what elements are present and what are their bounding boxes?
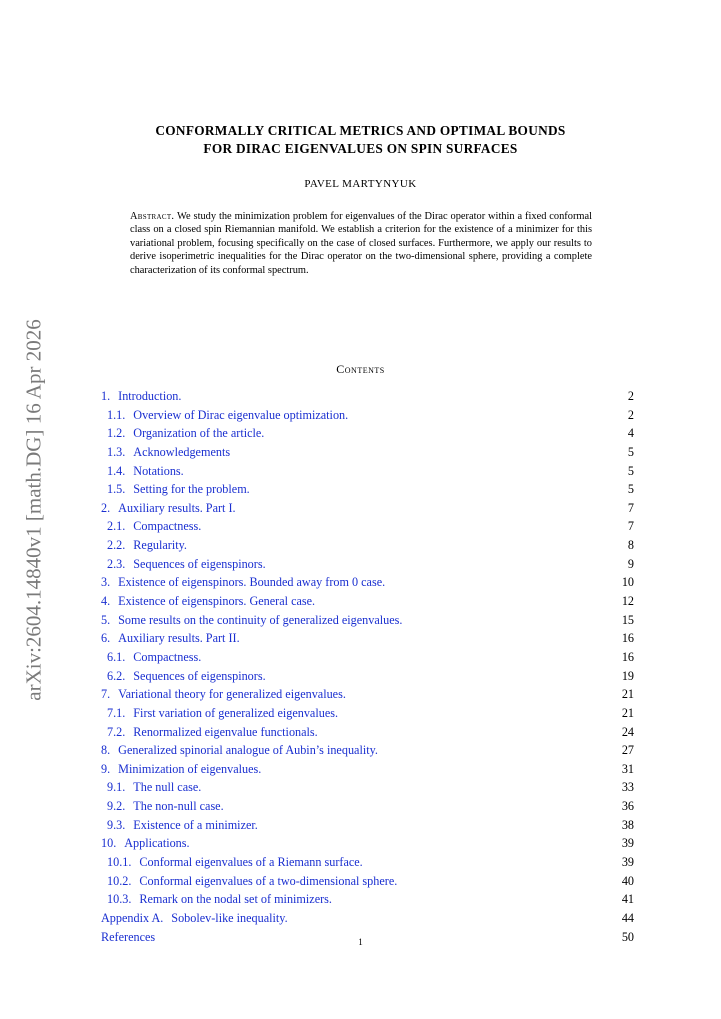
toc-entry[interactable] xyxy=(101,741,634,760)
toc-entry-page: 21 xyxy=(621,705,634,720)
toc-entry-link[interactable] xyxy=(101,629,240,648)
contents-heading: Contents xyxy=(336,362,385,376)
toc-entry-title: Existence of eigenspinors. General case. xyxy=(118,594,316,609)
toc-entry[interactable] xyxy=(101,704,634,723)
toc-entry-title: Sobolev-like inequality. xyxy=(171,910,288,925)
toc-entry-link[interactable] xyxy=(101,872,397,891)
toc-entry-link[interactable] xyxy=(101,741,378,760)
toc-entry[interactable] xyxy=(101,517,634,536)
toc-entry[interactable] xyxy=(101,592,634,611)
author-name: PAVEL MARTYNYUK xyxy=(304,178,417,190)
toc-entry-page: 15 xyxy=(621,612,634,627)
toc-entry[interactable] xyxy=(101,443,634,462)
toc-entry-page: 39 xyxy=(621,855,634,870)
toc-entry-link[interactable] xyxy=(101,890,332,909)
toc-entry-link[interactable] xyxy=(101,592,315,611)
toc-entry-link[interactable] xyxy=(101,816,258,835)
toc-entry-link[interactable] xyxy=(101,536,187,555)
abstract-text: We study the minimization problem for eigenvalues of the Dirac operator within a fixed conformal class on a closed spin Riemannian manifold. We establish a criterion for the existence of a minimizer for this variational problem, focusing specifically on the case of closed surfaces. Furthermore, we apply our results to derive isoperimetric inequalities for the Dirac operator on the two-dimensional sphere, providing a complete characterization of its conformal spectrum. xyxy=(130,211,592,276)
arxiv-identifier: arXiv:2604.14840v1 [math.DG] 16 Apr 2026 xyxy=(21,319,46,701)
toc-entry-page: 5 xyxy=(627,444,634,459)
toc-entry-link[interactable] xyxy=(101,723,318,742)
toc-entry-number: 9.1. xyxy=(107,780,126,795)
toc-entry-title: Sequences of eigenspinors. xyxy=(133,556,266,571)
toc-entry-title: Organization of the article. xyxy=(133,426,265,441)
toc-entry-page: 4 xyxy=(627,426,634,441)
toc-entry-page: 33 xyxy=(621,780,634,795)
toc-entry-title: Applications. xyxy=(124,836,190,851)
toc-entry-link[interactable] xyxy=(101,778,201,797)
toc-entry-number: 3. xyxy=(101,575,111,590)
toc-entry[interactable] xyxy=(101,536,634,555)
toc-entry-title: Existence of a minimizer. xyxy=(133,817,258,832)
toc-entry-page: 21 xyxy=(621,687,634,702)
toc-entry[interactable] xyxy=(101,760,634,779)
toc-entry-title: Acknowledgements xyxy=(133,444,231,459)
toc-entry-page: 5 xyxy=(627,463,634,478)
toc-entry-title: Overview of Dirac eigenvalue optimization. xyxy=(133,407,349,422)
toc-entry[interactable] xyxy=(101,853,634,872)
toc-entry-number: 1. xyxy=(101,389,111,403)
toc-entry-link[interactable] xyxy=(101,611,402,630)
toc-entry-link[interactable] xyxy=(101,443,230,462)
abstract-heading: Abstract. xyxy=(130,211,175,222)
toc-entry-title: Regularity. xyxy=(133,538,187,553)
toc-entry-number: 2.3. xyxy=(107,556,126,571)
title-line-2: FOR DIRAC EIGENVALUES ON SPIN SURFACES xyxy=(203,141,518,156)
toc-entry-number: 2.2. xyxy=(107,538,126,553)
title-line-1: CONFORMALLY CRITICAL METRICS AND OPTIMAL BOUNDS xyxy=(155,123,566,138)
toc-entry[interactable] xyxy=(101,872,634,891)
toc-entry-page: 7 xyxy=(627,500,634,515)
toc-entry-page: 8 xyxy=(627,538,634,553)
toc-entry-title: First variation of generalized eigenvalues. xyxy=(133,705,339,720)
toc-entry[interactable] xyxy=(101,480,634,499)
toc-entry-number: 10.2. xyxy=(107,873,132,888)
toc-entry[interactable] xyxy=(101,816,634,835)
toc-entry-number: 10.3. xyxy=(107,892,132,907)
toc-entry-number: 10. xyxy=(101,836,117,851)
toc-entry-title: Some results on the continuity of generalized eigenvalues. xyxy=(118,612,403,627)
toc-entry[interactable] xyxy=(101,406,634,425)
toc-entry-title: Auxiliary results. Part I. xyxy=(118,500,236,515)
toc-entry-page: 10 xyxy=(621,575,634,590)
toc-entry-title: Minimization of eigenvalues. xyxy=(118,761,262,776)
toc-entry-page: 24 xyxy=(621,724,634,739)
toc-entry-title: Auxiliary results. Part II. xyxy=(118,631,240,646)
toc-entry[interactable] xyxy=(101,909,634,928)
toc-entry-number: 6.2. xyxy=(107,668,126,683)
toc-entry-page: 7 xyxy=(627,519,634,534)
toc-entry-page: 50 xyxy=(621,929,634,944)
toc-entry-number: 2. xyxy=(101,500,111,515)
toc-entry-number: 7. xyxy=(101,687,111,702)
arxiv-sidebar xyxy=(6,280,62,740)
toc-entry-page: 38 xyxy=(621,817,634,832)
toc-entry-number: Appendix A. xyxy=(101,910,164,925)
toc-entry-number: 1.4. xyxy=(107,463,126,478)
toc-entry[interactable] xyxy=(101,555,634,574)
toc-entry-number: 4. xyxy=(101,594,111,609)
toc-entry[interactable] xyxy=(101,685,634,704)
toc-entry-number: 6.1. xyxy=(107,649,126,664)
toc-entry-title: Compactness. xyxy=(133,649,202,664)
toc-entry-number: 9. xyxy=(101,761,111,776)
toc-entry-link[interactable] xyxy=(101,667,266,686)
toc-entry-number: 1.5. xyxy=(107,482,126,497)
toc-entry-page: 12 xyxy=(621,594,634,609)
toc-entry-title: Setting for the problem. xyxy=(133,482,250,497)
toc-entry-link[interactable] xyxy=(101,704,338,723)
toc-entry-page: 31 xyxy=(621,761,634,776)
toc-entry-link[interactable] xyxy=(101,760,261,779)
toc-entry-title: Generalized spinorial analogue of Aubin’s inequality. xyxy=(118,743,378,758)
toc-entry-link[interactable] xyxy=(101,387,181,406)
toc-entry[interactable] xyxy=(101,834,634,853)
toc-entry-number: 9.2. xyxy=(107,799,126,814)
toc-entry-number: 2.1. xyxy=(107,519,126,534)
toc-entry[interactable] xyxy=(101,667,634,686)
toc-entry-title: Sequences of eigenspinors. xyxy=(133,668,266,683)
toc-entry-title: Introduction. xyxy=(118,389,182,403)
toc-entry-link[interactable] xyxy=(101,499,236,518)
toc-entry-link[interactable] xyxy=(101,555,266,574)
toc-entry-number: 7.1. xyxy=(107,705,126,720)
toc-entry-page: 44 xyxy=(621,910,634,925)
toc-entry-number: 9.3. xyxy=(107,817,126,832)
toc-entry[interactable] xyxy=(101,890,634,909)
toc-entry-page: 2 xyxy=(627,407,634,422)
toc-entry-number: 1.3. xyxy=(107,444,126,459)
toc-entry-link[interactable] xyxy=(101,834,190,853)
toc-entry-number: 10.1. xyxy=(107,855,132,870)
toc-entry-number: 8. xyxy=(101,743,111,758)
toc-entry-number: 7.2. xyxy=(107,724,126,739)
toc-entry-title: References xyxy=(101,929,156,944)
toc-entry-link[interactable] xyxy=(101,909,288,928)
toc-entry[interactable] xyxy=(101,611,634,630)
toc-entry-link[interactable] xyxy=(101,517,201,536)
toc-entry-page: 36 xyxy=(621,799,634,814)
toc-entry-title: Notations. xyxy=(133,463,184,478)
toc-entry-title: The null case. xyxy=(133,780,202,795)
toc-entry-title: Variational theory for generalized eigenvalues. xyxy=(118,687,346,702)
toc-entry[interactable] xyxy=(101,723,634,742)
toc-entry[interactable] xyxy=(101,462,634,481)
toc-entry-link[interactable] xyxy=(101,797,224,816)
toc-entry-link[interactable] xyxy=(101,424,264,443)
toc-entry[interactable] xyxy=(101,778,634,797)
toc-entry-link[interactable] xyxy=(101,685,346,704)
toc-entry-link[interactable] xyxy=(101,648,201,667)
toc-entry-link[interactable] xyxy=(101,406,348,425)
toc-entry-page: 9 xyxy=(627,556,634,571)
abstract xyxy=(130,210,592,277)
toc-entry[interactable] xyxy=(101,797,634,816)
toc-entry[interactable] xyxy=(101,648,634,667)
toc-entry-link[interactable] xyxy=(101,853,363,872)
toc-entry-page: 40 xyxy=(621,873,634,888)
toc-entry[interactable] xyxy=(101,424,634,443)
toc-entry-number: 5. xyxy=(101,612,111,627)
toc-entry[interactable] xyxy=(101,499,634,518)
toc-entry-link[interactable] xyxy=(101,573,385,592)
toc-entry-page: 39 xyxy=(621,836,634,851)
toc-entry-page: 5 xyxy=(627,482,634,497)
toc-entry-page: 2 xyxy=(627,389,634,403)
toc-entry-link[interactable] xyxy=(101,480,250,499)
toc-entry-page: 41 xyxy=(621,892,634,907)
toc-entry-page: 16 xyxy=(621,631,634,646)
toc-entry[interactable] xyxy=(101,387,634,406)
toc-entry-title: Conformal eigenvalues of a two-dimensional sphere. xyxy=(139,873,398,888)
toc-entry-link[interactable] xyxy=(101,462,184,481)
toc-entry[interactable] xyxy=(101,573,634,592)
table-of-contents xyxy=(101,387,634,946)
toc-entry-title: Renormalized eigenvalue functionals. xyxy=(133,724,318,739)
toc-entry-title: Conformal eigenvalues of a Riemann surface. xyxy=(139,855,363,870)
toc-entry-page: 19 xyxy=(621,668,634,683)
toc-entry-title: Compactness. xyxy=(133,519,202,534)
toc-entry-title: Existence of eigenspinors. Bounded away from 0 case. xyxy=(118,575,386,590)
paper-title xyxy=(90,122,631,158)
toc-entry-title: Remark on the nodal set of minimizers. xyxy=(139,892,332,907)
toc-entry-number: 6. xyxy=(101,631,111,646)
toc-entry-page: 16 xyxy=(621,649,634,664)
toc-entry[interactable] xyxy=(101,629,634,648)
toc-entry-title: The non-null case. xyxy=(133,799,224,814)
toc-entry-number: 1.1. xyxy=(107,407,126,422)
toc-entry-number: 1.2. xyxy=(107,426,126,441)
toc-entry-page: 27 xyxy=(621,743,634,758)
page-number: 1 xyxy=(358,937,363,947)
